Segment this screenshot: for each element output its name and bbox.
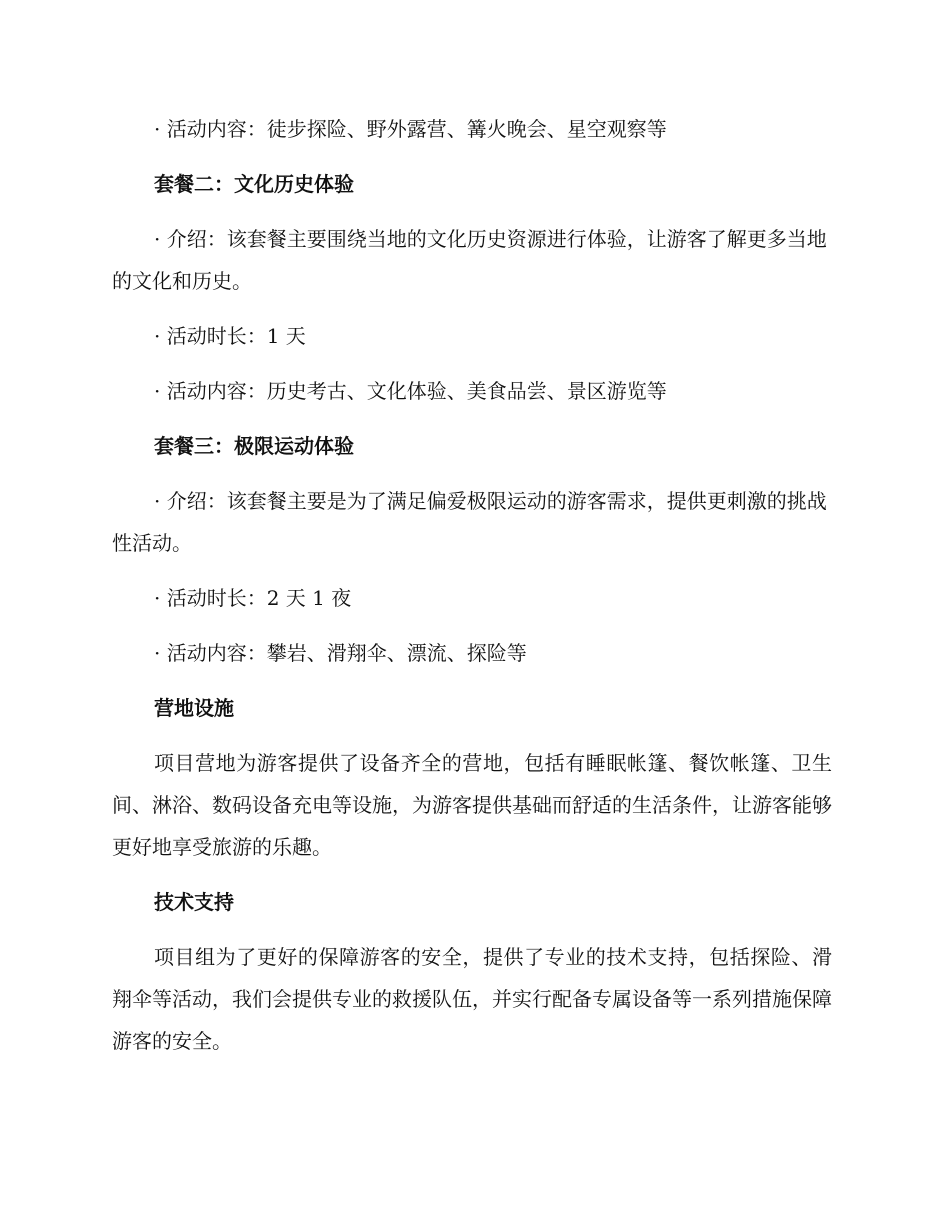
camp-facilities-paragraph: 项目营地为游客提供了设备齐全的营地，包括有睡眠帐篷、餐饮帐篷、卫生间、淋浴、数码设备充电等设施，为游客提供基础而舒适的生活条件，让游客能够更好地享受旅游的乐趣。 <box>112 751 832 859</box>
package3-intro: · 介绍：该套餐主要是为了满足偏爱极限运动的游客需求，提供更刺激的挑战性活动。 <box>112 489 827 555</box>
package2-heading: 套餐二：文化历史体验 <box>154 172 354 196</box>
camp-facilities-heading: 营地设施 <box>154 696 234 720</box>
tech-support-paragraph: 项目组为了更好的保障游客的安全，提供了专业的技术支持，包括探险、滑翔伞等活动，我们会提供专业的救援队伍，并实行配备专属设备等一系列措施保障游客的安全。 <box>112 945 832 1053</box>
package2-activities: · 活动内容：历史考古、文化体验、美食品尝、景区游览等 <box>154 379 667 403</box>
package2-duration: · 活动时长：1 天 <box>154 324 306 348</box>
package3-heading: 套餐三：极限运动体验 <box>154 434 354 458</box>
document-page <box>112 108 832 1075</box>
package2-intro: · 介绍：该套餐主要围绕当地的文化历史资源进行体验，让游客了解更多当地的文化和历史。 <box>112 227 827 293</box>
tech-support-heading: 技术支持 <box>154 890 234 914</box>
package3-duration: · 活动时长：2 天 1 夜 <box>154 586 352 610</box>
package1-activities: · 活动内容：徒步探险、野外露营、篝火晚会、星空观察等 <box>154 117 667 141</box>
package3-activities: · 活动内容：攀岩、滑翔伞、漂流、探险等 <box>154 641 527 665</box>
